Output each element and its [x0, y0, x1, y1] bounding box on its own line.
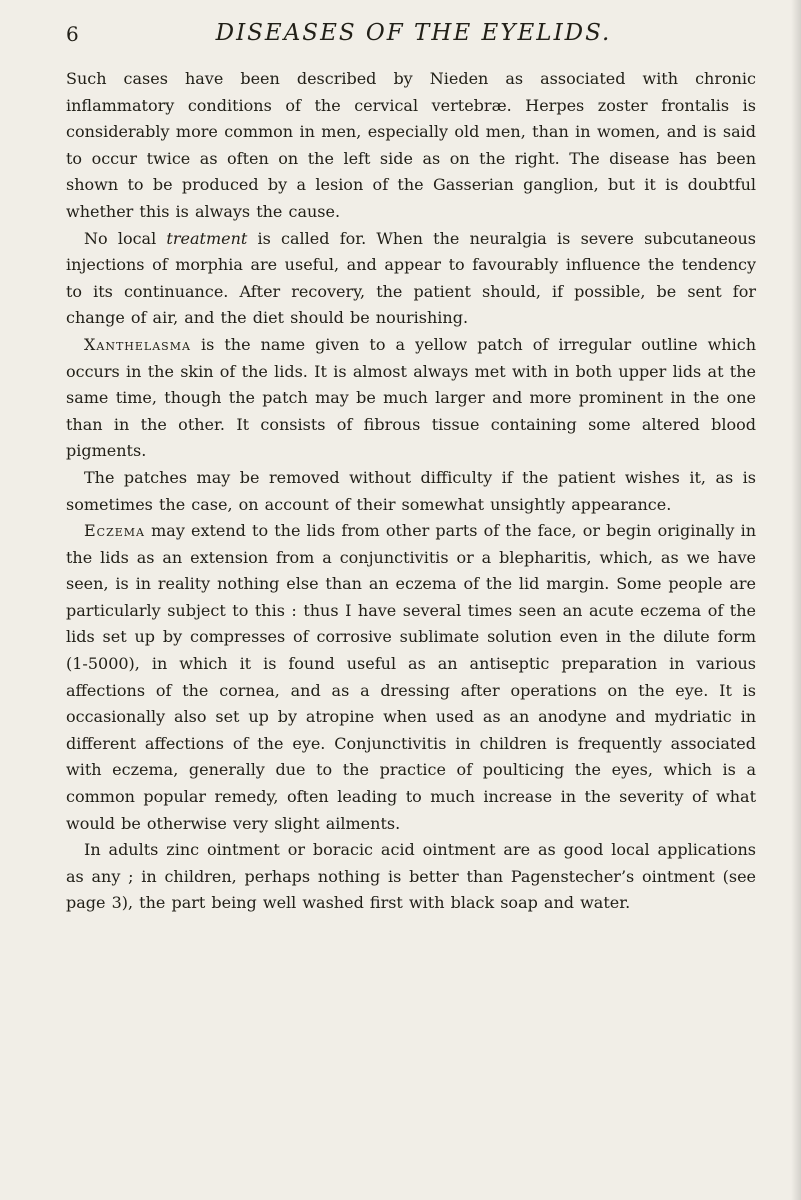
paragraph-xanthelasma-body: is the name given to a yellow patch of irregular outline which occurs in the skin of the lids. It is almost always met with in both upper lids at the same time, though the patch may be much larger and more prominent in the one than in the other. It consists of fibrous tissue containing some altered blood pigments. — [66, 334, 756, 461]
paragraph-eczema-body: may extend to the lids from other parts of the face, or begin originally in the lids as an extension from a conjunctivitis or a blepharitis, which, as we have seen, is in reality nothing else than an eczema of the lid margin. Some people are particularly subject to this : thus I have several times seen an acute eczema of the lids set up by compresses of corrosive sublimate solution even in the dilute form (1-5000), in which it is found useful as an antiseptic preparation in various affections of the cornea, and as a dressing after operations on the eye. It is occasionally also set up by atropine when used as an anodyne and mydriatic in different affections of the eye. Conjunctivitis in children is frequently associated with eczema, generally due to the practice of poulticing the eyes, which is a common popular remedy, often leading to much increase in the severity of what would be otherwise very slight ailments. — [66, 521, 756, 833]
running-title: DISEASES OF THE EYELIDS. — [215, 20, 612, 46]
paragraph-treatment — [66, 226, 756, 332]
page-number: 6 — [66, 22, 80, 46]
paragraph-xanthelasma — [66, 332, 756, 465]
paragraph-treatment-lead: No local — [84, 228, 167, 248]
eczema-heading: Eczema — [84, 521, 145, 541]
paragraph-treatment-body: is called for. When the neuralgia is severe subcutaneous injections of morphia are useful, and appear to favourably influence the tendency to its continuance. After recovery, the patient should, if possible, be sent for change of air, and the diet should be nourishing. — [66, 228, 757, 328]
body-text — [66, 66, 756, 917]
page-header — [66, 20, 761, 50]
paragraph-patch-removal: The patches may be removed without difficulty if the patient wishes it, as is sometimes the case, on account of their somewhat unsightly appearance. — [66, 467, 756, 514]
paragraph-eczema — [66, 518, 756, 837]
paragraph-ointments: In adults zinc ointment or boracic acid ointment are as good local applications as any ; in children, perhaps nothing is better than Pagenstecher’s ointment (see page 3), the part being well washed first with black soap and water. — [66, 840, 756, 913]
treatment-emphasis: treatment — [166, 228, 248, 248]
paragraph-herpes-zoster-causes: Such cases have been described by Nieden as associated with chronic inflammatory conditions of the cervical vertebræ. Herpes zoster frontalis is considerably more common in men, especially old men, than in women, and is said to occur twice as often on the left side as on the right. The disease has been shown to be produced by a lesion of the Gasserian ganglion, but it is doubtful whether this is always the cause. — [66, 69, 756, 221]
xanthelasma-heading: Xanthelasma — [84, 334, 191, 354]
